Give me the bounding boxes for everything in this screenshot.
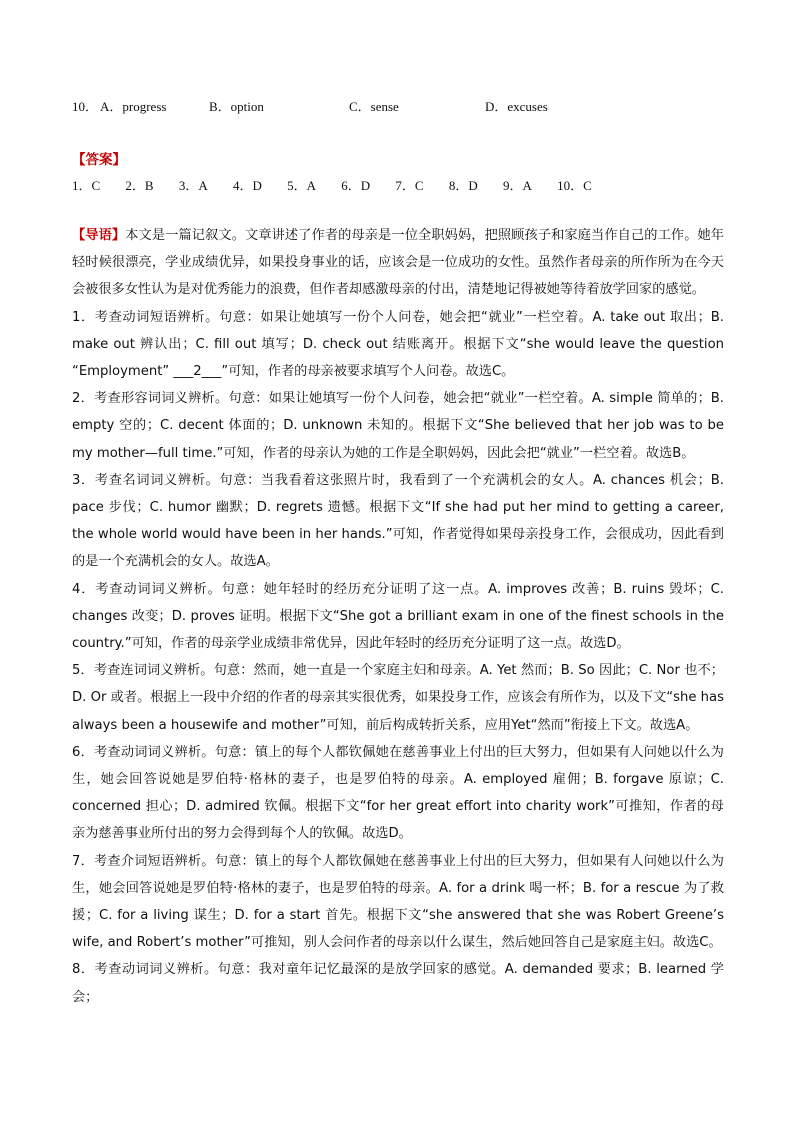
answer-key: [72, 175, 614, 194]
explanation-8: 8．考查动词词义辨析。句意：我对童年记忆最深的是放学回家的感觉。A. demanded 要求；B. learned 学会；: [72, 962, 724, 1005]
explanation-body: [72, 222, 724, 1011]
explanation-6: 6．考查动词词义辨析。句意：镇上的每个人都钦佩她在慈善事业上付出的巨大努力，但如果有人问她以什么为生，她会回答说她是罗伯特·格林的妻子，也是罗伯特的母亲。A. employed 雇佣；B. forgave 原谅；C. concerned 担心；D. admired 钦佩。根据下文“for her great effort into charity work”可推知，作者的母亲为慈善事业所付出的努力会得到每个人的钦佩。故选D。: [72, 744, 724, 842]
explanation-5: 5．考查连词词义辨析。句意：然而，她一直是一个家庭主妇和母亲。A. Yet 然而；B. So 因此；C. Nor 也不；D. Or 或者。根据上一段中介绍的作者的母亲其实很优秀，如果投身工作，应该会有所作为，以及下文“she has always been a housewife and mother”可知，前后构成转折关系，应用Yet“然而”衔接上下文。故选A。: [72, 663, 724, 733]
explanation-3: 3．考查名词词义辨析。句意：当我看着这张照片时，我看到了一个充满机会的女人。A. chances 机会；B. pace 步伐；C. humor 幽默；D. regrets 遗憾。根据下文“If she had put her mind to getting a career, the whole world would have been in her hands.”可知，作者觉得如果母亲投身工作，会很成功，因此看到的是一个充满机会的女人。故选A。: [72, 472, 724, 570]
answer-item: 1．C: [72, 178, 101, 193]
answer-item: 4．D: [232, 178, 262, 193]
explanation-1: 1．考查动词短语辨析。句意：如果让她填写一份个人问卷，她会把“就业”一栏空着。A. take out 取出；B. make out 辨认出；C. fill out 填写；D. check out 结账离开。根据下文“she would leave the question “Employment” ___2___”可知，作者的母亲被要求填写个人问卷。故选C。: [72, 309, 724, 380]
guide-tag: 【导语】: [72, 228, 126, 243]
explanation-7: 7．考查介词短语辨析。句意：镇上的每个人都钦佩她在慈善事业上付出的巨大努力，但如果有人问她以什么为生，她会回答说她是罗伯特·格林的妻子，也是罗伯特的母亲。A. for a drink 喝一杯；B. for a rescue 为了救援；C. for a living 谋生；D. for a start 首先。根据下文“she answered that she was Robert Greene’s wife, and Robert’s mother”可推知，别人会问作者的母亲以什么谋生，然后她回答自己是家庭主妇。故选C。: [72, 853, 724, 951]
option-b: B．option: [209, 99, 264, 114]
option-c: C．sense: [349, 99, 399, 114]
answer-item: 5．A: [287, 178, 317, 193]
explanation-4: 4．考查动词词义辨析。句意：她年轻时的经历充分证明了这一点。A. improves 改善；B. ruins 毁坏；C. changes 改变；D. proves 证明。根据下文“She got a brilliant exam in one of the finest schools in the country.”可知，作者的母亲学业成绩非常优异，因此年轻时的经历充分证明了这一点。故选D。: [72, 581, 724, 652]
answer-item: 2．B: [125, 178, 154, 193]
answer-item: 8．D: [448, 178, 478, 193]
guide-text: 本文是一篇记叙文。文章讲述了作者的母亲是一位全职妈妈，把照顾孩子和家庭当作自己的工作。她年轻时候很漂亮，学业成绩优异，如果投身事业的话，应该会是一位成功的女性。虽然作者母亲的所作所为在今天会被很多女性认为是对优秀能力的浪费，但作者却感激母亲的付出，清楚地记得被她等待着放学回家的感觉。: [72, 228, 724, 298]
option-a: A．progress: [100, 99, 167, 114]
option-d: D．excuses: [485, 99, 548, 114]
answer-heading: 【答案】: [72, 152, 126, 168]
answer-item: 7．C: [395, 178, 424, 193]
answer-item: 10．C: [557, 178, 592, 193]
guide-paragraph: [72, 222, 724, 304]
answer-item: 9．A: [502, 178, 532, 193]
explanation-2: 2．考查形容词词义辨析。句意：如果让她填写一份个人问卷，她会把“就业”一栏空着。A. simple 简单的；B. empty 空的；C. decent 体面的；D. unknown 未知的。根据下文“She believed that her job was to be my mother—full time.”可知，作者的母亲认为她的工作是全职妈妈，因此会把“就业”一栏空着。故选B。: [72, 391, 724, 461]
question-number: 10．: [72, 99, 99, 114]
answer-item: 6．D: [341, 178, 371, 193]
answer-item: 3．A: [178, 178, 208, 193]
